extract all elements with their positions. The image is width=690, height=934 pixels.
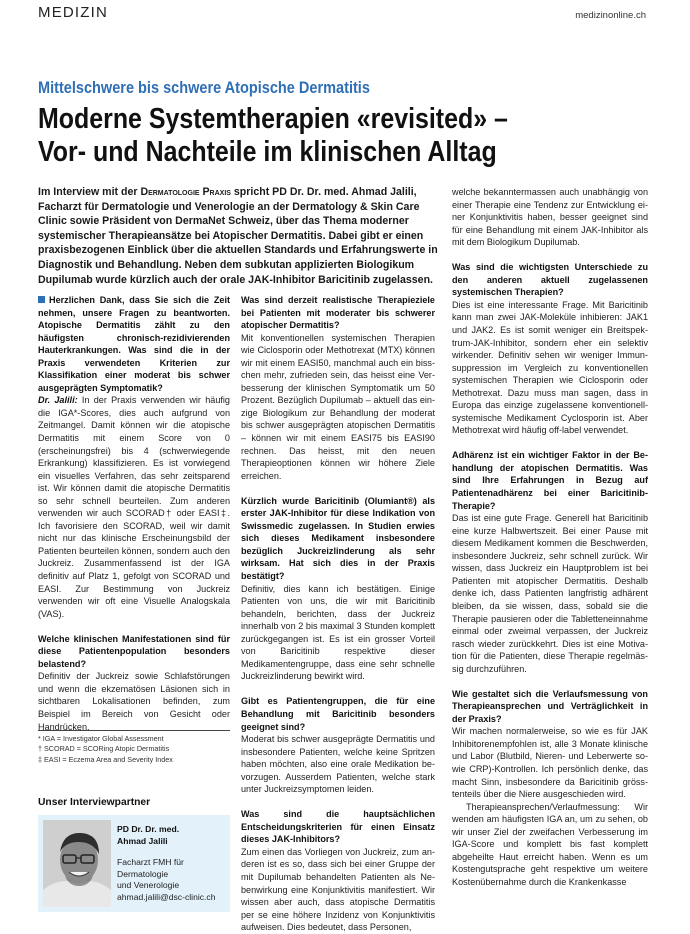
- answer: Wir machen normalerweise, so wie es für JAK Inhibitorenempfohlen ist, alle 3 Monate klinische und Labor (Blutbild, Nieren- und Leberwerte sowie CRP)-Kontrollen. Ich persönlich denke, das macht Sinn, insbesondere da Baricitinib grösstenteils über die Niere ausgeschieden wird.: [452, 726, 648, 800]
- column-3: [452, 186, 648, 888]
- footnote: * IGA = Investigator Global Assessment: [38, 734, 164, 743]
- answer-text: In der Praxis verwenden wir häufig die IGA*-Scores, dies auch aufgrund von Zeitmangel. Damit können wir die atopische Dermatitis mit einem Score von 0 (erscheinungsfrei) bis 4 (schwerwiegende Erkrankung) klassifizieren. Es ist vorwiegend ein visuelles Verfahren, das sehr zeitsparend ist. Wir können damit die atopische Dermatitis so sehr schnell beurteilen. Zum anderen verwenden wir auch SCORAD† oder EASI‡. Ich favorisiere den SCORAD, weil wir damit nicht nur das klinische Erscheinungsbild der Patienten beurteilen können, sondern auch den Juckreiz. Zusammenfassend ist der IGA definitiv auf Platz 1, gefolgt von SCORAD und EASI. Zur Bestimmung von Juckreiz verwenden wir oft eine Visuelle Analogskala (VAS).: [38, 395, 230, 619]
- footnote: ‡ EASI = Eczema Area and Severity Index: [38, 754, 173, 764]
- question: Kürzlich wurde Baricitinib (Olumiant®) als erster JAK-Inhibitor für diese Indikation von Swissmedic zugelassen. In Studien erwies sich dieses Medikament insbesondere bezüglich Juckreizlinderung als sehr wirksam. Hat sich dies in der Praxis bestätigt?: [241, 495, 435, 581]
- partner-name-line: PD Dr. Dr. med.: [117, 824, 180, 834]
- partner-name-line: Ahmad Jalili: [117, 835, 168, 846]
- column-1: [38, 294, 230, 733]
- answer: Dies ist eine interessante Frage. Mit Baricitinib kann man zwei JAK-Moleküle inhibieren: JAK1 und JAK2. Es ist somit weniger ein Breitspektrum-JAK-Inhibitor, sondern eher ein selektiv wirkender. Definitiv sehen wir weniger Immunsuppression im Vergleich zu konventionellen systemischen Therapien wie Ciclosporin oder Methotrexat. Dazu muss man sagen, dass in Europa das einzige zugelassene konventionell-systemische Medikament Cyclosporin ist. Aber Methotrexat wird häufig off-label verwendet.: [452, 299, 648, 436]
- answer: Zum einen das Vorliegen von Juckreiz, zum anderen ist es so, dass sich bei einer Gruppe der mit Dupilumab behandelten Patienten als Nebenwirkung eine Konjunktivitis manifestiert. Wir wissen aber auch, dass atopische Dermatitis per se eine höhere Inzidenz von Konjunktivitis aufweisen. Dies bedeutet, dass Personen,: [241, 846, 435, 933]
- partner-email[interactable]: ahmad.jalili@dsc-clinic.ch: [117, 891, 216, 902]
- site-url: medizinonline.ch: [575, 10, 646, 21]
- partner-name: [117, 824, 179, 847]
- section-label: MEDIZIN: [38, 4, 109, 21]
- answer: Definitiv der Juckreiz sowie Schlafstörungen und wenn die ekzematösen Läsionen sich in sichtbaren Lokalisationen befinden, zum Beispiel im Bereich von Gesicht oder Handrücken.: [38, 671, 230, 732]
- column-2: [241, 294, 435, 934]
- lead-text-post: spricht PD Dr. Dr. med. Ahmad Jalili, Facharzt für Dermatologie und Venerologie an der Dermatology & Skin Care Clinic sowie Präsident von DermaNet Schweiz, über das Thema moderner systemischer Therapieansätze bei Atopischer Dermatitis. Dabei gibt er einen praxisbezogenen Einblick über die aktuellen Standards und Erfahrungswerte in Diagnostik und Behandlung. Neben dem subkutan applizierten Biologikum Dupilumab wurde kürzlich auch der orale JAK-Inhibitor Baricitinib zugelassen.: [38, 186, 438, 286]
- article-lead: [38, 185, 438, 287]
- question: Welche klinischen Manifestationen sind für diese Patientenpopulation besonders belastend?: [38, 633, 230, 669]
- speaker-label: Dr. Jalili:: [38, 395, 78, 406]
- footnotes: [38, 730, 230, 765]
- question: Was sind die wichtigsten Unterschiede zu den anderen aktuell zugelassenen systemischen Therapien?: [452, 262, 648, 298]
- answer: Therapieansprechen/Verlaufmessung: Wir wenden am häufigsten IGA an, um zu sehen, ob wir unser Ziel der zweifachen Verbesserung im IGA-Score und komplett bis fast komplett abgeheilte Haut erreicht haben. Wenn es um Kostengutsprache geht respektive um weitere Kostenübernahme durch die Krankenkasse: [452, 801, 648, 887]
- article-title: [38, 103, 508, 169]
- partner-title-line: Dermatologie: [117, 868, 169, 879]
- partner-box: [38, 815, 230, 912]
- question: Was sind derzeit realistische Therapieziele bei Patienten mit moderater bis schwerer atopischer Dermatitis?: [241, 295, 435, 331]
- title-line-2: Vor- und Nachteile im klinischen Alltag: [38, 136, 497, 168]
- footnote: † SCORAD = SCORing Atopic Dermatitis: [38, 744, 170, 754]
- title-line-1: Moderne Systemtherapien «revisited» –: [38, 103, 508, 135]
- question-text: Herzlichen Dank, dass Sie sich die Zeit nehmen, unsere Fragen zu beantworten. Atopische Dermatitis zählt zu den häufigsten chronisch-rezidivierenden Hauterkrankungen. Was sind die in der Praxis verwendeten Kriterien zur Klassifikation einer moderat bis schwer ausgeprägten Symptomatik?: [38, 295, 230, 393]
- lead-text-pre: Im Interview mit der: [38, 186, 141, 198]
- partner-info: [117, 857, 216, 903]
- partner-title-line: und Venerologie: [117, 880, 180, 891]
- answer: Das ist eine gute Frage. Generell hat Baricitinib eine kurze Halbwertszeit. Bei einer Pause mit diesem Medikament kommen die Beschwerden, insbesondere Juckreiz, sehr schnell zurück. Wir wissen, dass Juckreiz ein Hauptproblem ist bei Patienten mit atopischer Dermatitis. Deshalb denke ich, dass Patienten langfristig adhärent bleiben, da sie wissen, dass, sobald sie die Therapie pausieren oder die Tabletteneinnahme einmal oder zweimal verpassen, der Juckreiz rasch wieder zurückkehrt. Dies ist eine Motivation für die Patienten, diese Therapie regelmässig durchzuführen.: [452, 513, 648, 674]
- partner-title-line: Facharzt FMH für: [117, 857, 184, 867]
- answer: Moderat bis schwer ausgeprägte Dermatitis und insbesondere Patienten, welche keine Spritzen haben möchten, also eine orale Medikation bevorzugen. Ausserdem Patienten, welche stark unter Juckreizsymptomen leiden.: [241, 734, 435, 795]
- article-kicker: Mittelschwere bis schwere Atopische Dermatitis: [38, 79, 370, 97]
- answer: Definitiv, dies kann ich bestätigen. Einige Patienten von uns, die wir mit Baricitinib behandeln, berichten, dass der Juckreiz innerhalb von 2 bis maximal 3 Stunden komplett zurückgegangen ist. Es ist ein grosser Vorteil von Baricitinib respektive dieser Medikamentengruppe, dass eine sehr schnelle Juckreizlinderung bewirkt wird.: [241, 583, 435, 682]
- publication-name: Dermatologie Praxis: [140, 186, 231, 198]
- square-bullet-icon: [38, 296, 45, 303]
- portrait-photo: [43, 820, 111, 907]
- partner-heading: Unser Interviewpartner: [38, 797, 151, 808]
- question: Was sind die hauptsächlichen Entscheidungskriterien für einen Einsatz dieses JAK-Inhibitors?: [241, 809, 435, 845]
- question: Gibt es Patientengruppen, die für eine Behandlung mit Baricitinib besonders geeignet sind?: [241, 696, 435, 732]
- answer: [38, 394, 230, 620]
- question: [38, 294, 230, 394]
- question: Wie gestaltet sich die Verlaufsmessung von Therapieansprechen und Verträglichkeit in der Praxis?: [452, 688, 648, 724]
- answer: Mit konventionellen systemischen Therapien wie Ciclosporin oder Methotrexat (MTX) können wir mit einem EASI50, manchmal auch ein bisschen mehr, zufrieden sein, das heisst eine Verbesserung der klinischen Symptomatik um 50 Prozent. Bezüglich Dupilumab – aktuell das einzige Biologikum zur Behandlung der moderat bis schwer ausgeprägten atopischen Dermatitis – können wir mit einem EASI75 bis EASI90 rechnen. Das heisst, mit den neuen Therapieoptionen können wir höhere Ziele erreichen.: [241, 332, 435, 481]
- answer: welche bekanntermassen auch unabhängig von einer Therapie eine Tendenz zur Entwicklung einer Konjunktivitis haben, besser geeignet sind für eine Behandlung mit einem JAK-Inhibitor als mit dem Biologikum Dupilumab.: [452, 187, 648, 248]
- question: Adhärenz ist ein wichtiger Faktor in der Behandlung der atopischen Dermatitis. Was sind Ihre Erfahrungen in Bezug auf Patientenadhärenz bei einer Baricitinib-Therapie?: [452, 450, 648, 511]
- portrait-image: [43, 820, 111, 907]
